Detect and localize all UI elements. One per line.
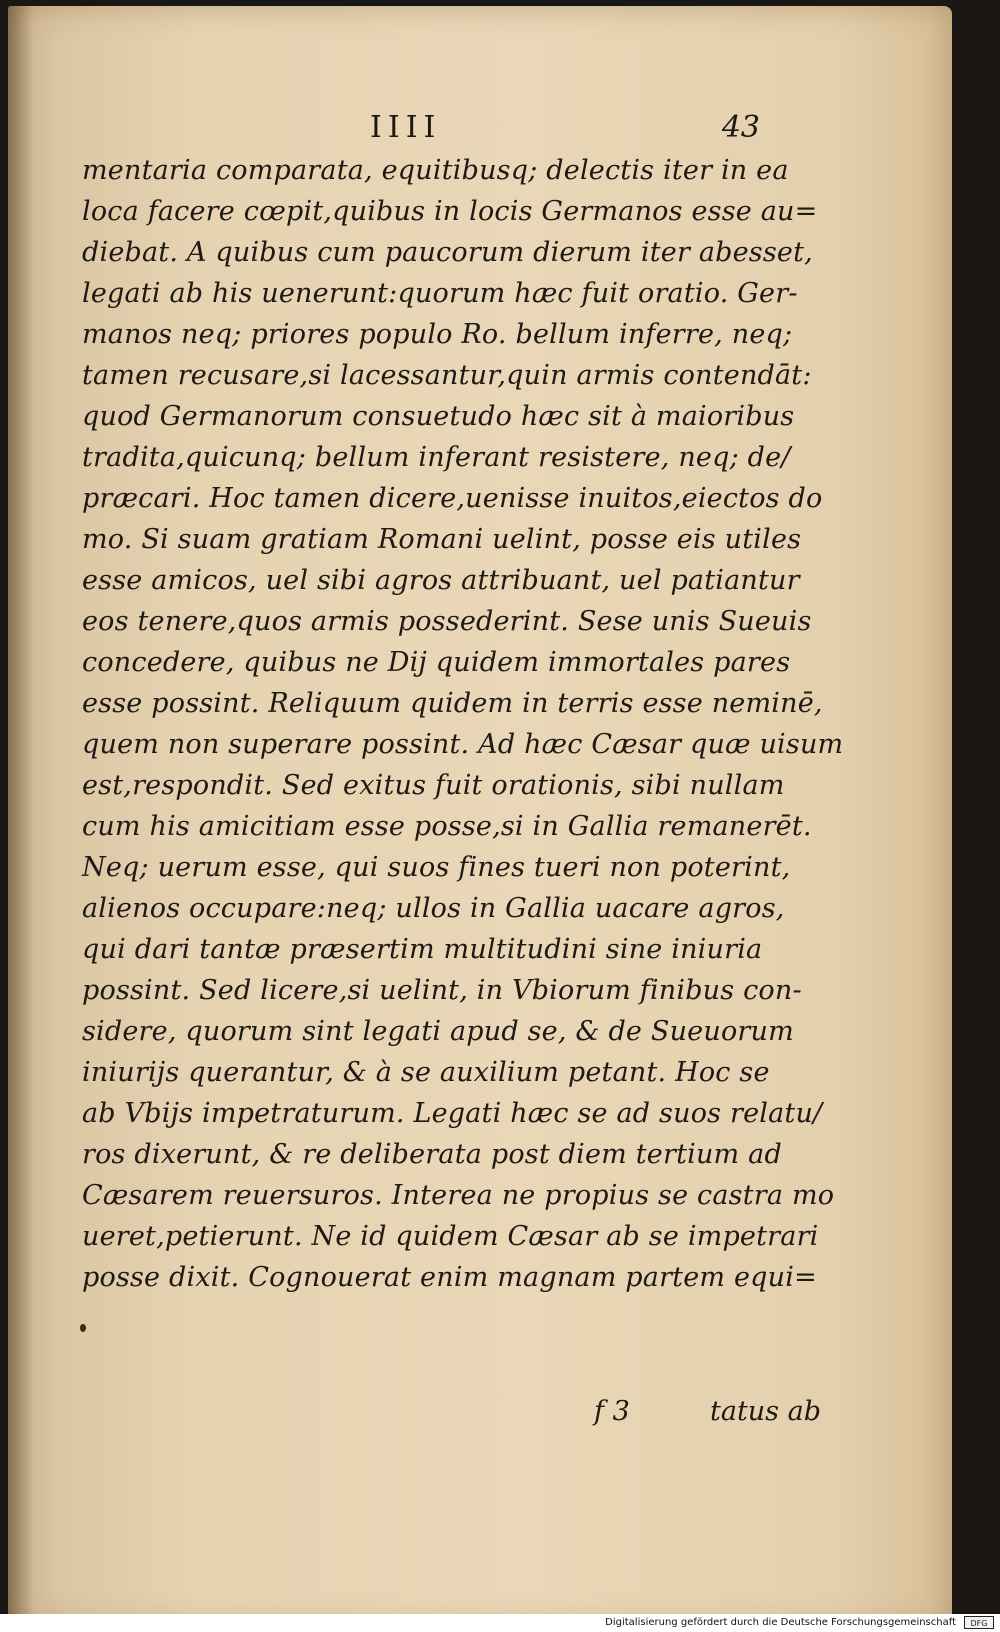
text-line: tamen recusare,si lacessantur,quin armis contendāt: [82, 360, 812, 391]
page-foot-row [82, 1396, 842, 1436]
text-line: diebat. A quibus cum paucorum dierum iter abesset, [82, 237, 813, 268]
text-line: quem non superare possint. Ad hæc Cæsar quæ uisum [82, 729, 844, 760]
ink-spot [80, 1324, 86, 1332]
text-line: ros dixerunt, & re deliberata post diem tertium ad [82, 1139, 782, 1170]
text-line: possint. Sed licere,si uelint, in Vbiorum finibus con- [82, 975, 802, 1006]
page-number: 43 [721, 110, 760, 145]
text-line: esse possint. Reliquum quidem in terris esse neminē, [82, 688, 823, 719]
text-line: qui dari tantæ præsertim multitudini sine iniuria [82, 934, 763, 965]
catchword: tatus ab [710, 1396, 822, 1427]
text-line: loca facere cœpit,quibus in locis Germanos esse au= [82, 196, 818, 227]
text-line: concedere, quibus ne Dij quidem immortales pares [82, 647, 791, 678]
book-page [8, 6, 952, 1626]
digitization-credit-bar [0, 1614, 1000, 1632]
text-line: cum his amicitiam esse posse,si in Gallia remanerēt. [82, 811, 812, 842]
text-line: quod Germanorum consuetudo hæc sit à maioribus [82, 401, 795, 432]
latin-text-block [82, 150, 844, 1427]
folio-numeral: IIII [370, 110, 442, 145]
text-line: præcari. Hoc tamen dicere,uenisse inuitos,eiectos do [82, 483, 823, 514]
text-line: est,respondit. Sed exitus fuit orationis, sibi nullam [82, 770, 785, 801]
text-line: mo. Si suam gratiam Romani uelint, posse eis utiles [82, 524, 802, 555]
text-line: legati ab his uenerunt:quorum hæc fuit oratio. Ger- [82, 278, 798, 309]
text-line: esse amicos, uel sibi agros attribuant, uel patiantur [82, 565, 800, 596]
dfg-logo: DFG [964, 1616, 994, 1629]
digitization-credit: Digitalisierung gefördert durch die Deutsche Forschungsgemeinschaft [605, 1617, 956, 1628]
text-line: ab Vbijs impetraturum. Legati hæc se ad suos relatu/ [82, 1098, 823, 1129]
text-line: iniurijs querantur, & à se auxilium petant. Hoc se [82, 1057, 770, 1088]
text-line: eos tenere,quos armis possederint. Sese unis Sueuis [82, 606, 812, 637]
text-line: alienos occupare:neq; ullos in Gallia uacare agros, [82, 893, 785, 924]
text-line: ueret,petierunt. Ne id quidem Cæsar ab se impetrari [82, 1221, 819, 1252]
text-line: sidere, quorum sint legati apud se, & de Sueuorum [82, 1016, 794, 1047]
page-header [88, 110, 760, 150]
text-line: mentaria comparata, equitibusq; delectis iter in ea [82, 155, 789, 186]
text-line: tradita,quicunq; bellum inferant resistere, neq; de/ [82, 442, 791, 473]
signature-mark: f 3 [594, 1396, 630, 1427]
text-line: Cæsarem reuersuros. Interea ne propius se castra mo [82, 1180, 835, 1211]
text-line: manos neq; priores populo Ro. bellum inferre, neq; [82, 319, 793, 350]
text-line: Neq; uerum esse, qui suos fines tueri non poterint, [82, 852, 791, 883]
text-line: posse dixit. Cognouerat enim magnam partem equi= [82, 1262, 817, 1293]
